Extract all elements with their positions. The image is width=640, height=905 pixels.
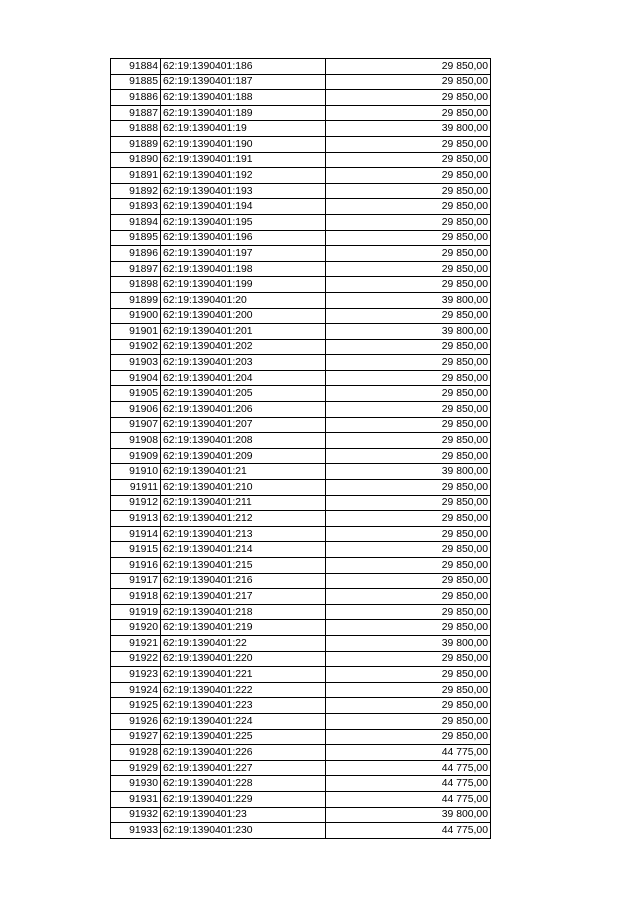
cadastral-number: 62:19:1390401:227 [161,760,326,776]
cadastral-value: 39 800,00 [326,292,491,308]
cadastral-value: 29 850,00 [326,651,491,667]
cadastral-value: 29 850,00 [326,526,491,542]
cadastral-number: 62:19:1390401:226 [161,745,326,761]
row-number: 91910 [111,464,161,480]
row-number: 91903 [111,355,161,371]
row-number: 91886 [111,90,161,106]
table-row [111,308,491,324]
row-number: 91902 [111,339,161,355]
row-number: 91911 [111,480,161,496]
row-number: 91894 [111,214,161,230]
row-number: 91931 [111,791,161,807]
row-number: 91916 [111,558,161,574]
table-row [111,59,491,75]
table-row [111,604,491,620]
cadastral-number: 62:19:1390401:194 [161,199,326,215]
cadastral-number: 62:19:1390401:223 [161,698,326,714]
table-row [111,573,491,589]
row-number: 91885 [111,74,161,90]
table-row [111,698,491,714]
cadastral-value: 29 850,00 [326,90,491,106]
row-number: 91925 [111,698,161,714]
row-number: 91893 [111,199,161,215]
cadastral-number: 62:19:1390401:22 [161,635,326,651]
row-number: 91921 [111,635,161,651]
row-number: 91905 [111,386,161,402]
cadastral-number: 62:19:1390401:221 [161,667,326,683]
cadastral-number: 62:19:1390401:208 [161,433,326,449]
cadastral-number: 62:19:1390401:224 [161,713,326,729]
cadastral-value: 29 850,00 [326,480,491,496]
table-row [111,246,491,262]
cadastral-number: 62:19:1390401:212 [161,511,326,527]
cadastral-number: 62:19:1390401:202 [161,339,326,355]
cadastral-number: 62:19:1390401:218 [161,604,326,620]
cadastral-value: 29 850,00 [326,729,491,745]
cadastral-value: 29 850,00 [326,246,491,262]
row-number: 91898 [111,277,161,293]
table-row [111,121,491,137]
row-number: 91900 [111,308,161,324]
row-number: 91929 [111,760,161,776]
cadastral-value: 29 850,00 [326,230,491,246]
cadastral-number: 62:19:1390401:209 [161,448,326,464]
cadastral-value: 29 850,00 [326,183,491,199]
row-number: 91897 [111,261,161,277]
cadastral-number: 62:19:1390401:220 [161,651,326,667]
table-row [111,230,491,246]
cadastral-value: 29 850,00 [326,589,491,605]
cadastral-number: 62:19:1390401:230 [161,823,326,839]
row-number: 91887 [111,105,161,121]
table-row [111,745,491,761]
row-number: 91918 [111,589,161,605]
cadastral-number: 62:19:1390401:222 [161,682,326,698]
cadastral-number: 62:19:1390401:203 [161,355,326,371]
cadastral-value: 29 850,00 [326,402,491,418]
table-row [111,370,491,386]
cadastral-number: 62:19:1390401:214 [161,542,326,558]
row-number: 91904 [111,370,161,386]
row-number: 91909 [111,448,161,464]
table-row [111,667,491,683]
row-number: 91906 [111,402,161,418]
table-row [111,277,491,293]
cadastral-number: 62:19:1390401:20 [161,292,326,308]
cadastral-number: 62:19:1390401:225 [161,729,326,745]
table-row [111,433,491,449]
row-number: 91924 [111,682,161,698]
cadastral-value: 44 775,00 [326,791,491,807]
cadastral-value: 29 850,00 [326,667,491,683]
table-row [111,682,491,698]
cadastral-number: 62:19:1390401:201 [161,324,326,340]
row-number: 91892 [111,183,161,199]
table-row [111,760,491,776]
table-row [111,589,491,605]
cadastral-value-table [110,58,491,839]
table-row [111,292,491,308]
cadastral-value: 29 850,00 [326,214,491,230]
cadastral-number: 62:19:1390401:21 [161,464,326,480]
cadastral-number: 62:19:1390401:198 [161,261,326,277]
cadastral-number: 62:19:1390401:211 [161,495,326,511]
table-row [111,791,491,807]
cadastral-number: 62:19:1390401:19 [161,121,326,137]
table-row [111,713,491,729]
cadastral-number: 62:19:1390401:191 [161,152,326,168]
cadastral-number: 62:19:1390401:23 [161,807,326,823]
cadastral-number: 62:19:1390401:199 [161,277,326,293]
cadastral-value: 29 850,00 [326,433,491,449]
table-row [111,511,491,527]
cadastral-value: 39 800,00 [326,807,491,823]
row-number: 91920 [111,620,161,636]
row-number: 91908 [111,433,161,449]
cadastral-value: 29 850,00 [326,495,491,511]
cadastral-value: 29 850,00 [326,136,491,152]
row-number: 91927 [111,729,161,745]
cadastral-number: 62:19:1390401:228 [161,776,326,792]
cadastral-number: 62:19:1390401:186 [161,59,326,75]
row-number: 91919 [111,604,161,620]
row-number: 91926 [111,713,161,729]
cadastral-value: 29 850,00 [326,558,491,574]
table-row [111,635,491,651]
row-number: 91890 [111,152,161,168]
row-number: 91907 [111,417,161,433]
cadastral-value: 29 850,00 [326,698,491,714]
table-row [111,558,491,574]
cadastral-value: 39 800,00 [326,635,491,651]
cadastral-number: 62:19:1390401:216 [161,573,326,589]
row-number: 91917 [111,573,161,589]
cadastral-number: 62:19:1390401:217 [161,589,326,605]
table-row [111,183,491,199]
table-row [111,651,491,667]
row-number: 91895 [111,230,161,246]
cadastral-value: 29 850,00 [326,339,491,355]
cadastral-number: 62:19:1390401:195 [161,214,326,230]
table-row [111,74,491,90]
table-row [111,402,491,418]
cadastral-number: 62:19:1390401:229 [161,791,326,807]
cadastral-value: 39 800,00 [326,464,491,480]
table-row [111,105,491,121]
table-body [111,59,491,839]
cadastral-value: 44 775,00 [326,776,491,792]
cadastral-value: 29 850,00 [326,448,491,464]
cadastral-value: 44 775,00 [326,823,491,839]
table-row [111,168,491,184]
table-row [111,542,491,558]
cadastral-value: 29 850,00 [326,277,491,293]
table-row [111,729,491,745]
table-row [111,495,491,511]
cadastral-number: 62:19:1390401:190 [161,136,326,152]
row-number: 91933 [111,823,161,839]
row-number: 91914 [111,526,161,542]
cadastral-number: 62:19:1390401:187 [161,74,326,90]
cadastral-value: 29 850,00 [326,682,491,698]
cadastral-value: 29 850,00 [326,308,491,324]
cadastral-number: 62:19:1390401:213 [161,526,326,542]
table-row [111,620,491,636]
cadastral-value: 39 800,00 [326,324,491,340]
table-row [111,199,491,215]
cadastral-value: 29 850,00 [326,713,491,729]
cadastral-number: 62:19:1390401:196 [161,230,326,246]
cadastral-value: 39 800,00 [326,121,491,137]
table-row [111,214,491,230]
row-number: 91896 [111,246,161,262]
cadastral-value: 29 850,00 [326,59,491,75]
row-number: 91884 [111,59,161,75]
cadastral-value: 29 850,00 [326,604,491,620]
table-row [111,480,491,496]
cadastral-value: 29 850,00 [326,620,491,636]
cadastral-number: 62:19:1390401:215 [161,558,326,574]
table-row [111,90,491,106]
cadastral-value: 29 850,00 [326,105,491,121]
row-number: 91889 [111,136,161,152]
cadastral-number: 62:19:1390401:205 [161,386,326,402]
table-row [111,464,491,480]
cadastral-value: 29 850,00 [326,542,491,558]
cadastral-number: 62:19:1390401:193 [161,183,326,199]
cadastral-value: 29 850,00 [326,417,491,433]
table-row [111,339,491,355]
table-row [111,261,491,277]
row-number: 91888 [111,121,161,137]
table-row [111,355,491,371]
table-row [111,807,491,823]
table-row [111,136,491,152]
row-number: 91922 [111,651,161,667]
table-row [111,152,491,168]
row-number: 91899 [111,292,161,308]
cadastral-number: 62:19:1390401:206 [161,402,326,418]
table-row [111,386,491,402]
cadastral-number: 62:19:1390401:200 [161,308,326,324]
cadastral-value: 44 775,00 [326,760,491,776]
cadastral-number: 62:19:1390401:207 [161,417,326,433]
cadastral-value: 29 850,00 [326,355,491,371]
cadastral-value: 29 850,00 [326,386,491,402]
cadastral-value: 29 850,00 [326,370,491,386]
cadastral-number: 62:19:1390401:210 [161,480,326,496]
row-number: 91891 [111,168,161,184]
table-row [111,823,491,839]
cadastral-value: 29 850,00 [326,573,491,589]
row-number: 91901 [111,324,161,340]
cadastral-value: 29 850,00 [326,168,491,184]
cadastral-number: 62:19:1390401:197 [161,246,326,262]
cadastral-number: 62:19:1390401:204 [161,370,326,386]
row-number: 91912 [111,495,161,511]
row-number: 91928 [111,745,161,761]
row-number: 91913 [111,511,161,527]
table-row [111,776,491,792]
cadastral-number: 62:19:1390401:192 [161,168,326,184]
row-number: 91930 [111,776,161,792]
cadastral-value: 29 850,00 [326,511,491,527]
table-row [111,448,491,464]
table-row [111,526,491,542]
cadastral-value: 44 775,00 [326,745,491,761]
row-number: 91923 [111,667,161,683]
cadastral-number: 62:19:1390401:219 [161,620,326,636]
cadastral-number: 62:19:1390401:189 [161,105,326,121]
cadastral-number: 62:19:1390401:188 [161,90,326,106]
cadastral-value: 29 850,00 [326,199,491,215]
table-row [111,417,491,433]
cadastral-value: 29 850,00 [326,74,491,90]
row-number: 91932 [111,807,161,823]
table-row [111,324,491,340]
cadastral-value: 29 850,00 [326,152,491,168]
row-number: 91915 [111,542,161,558]
cadastral-value: 29 850,00 [326,261,491,277]
